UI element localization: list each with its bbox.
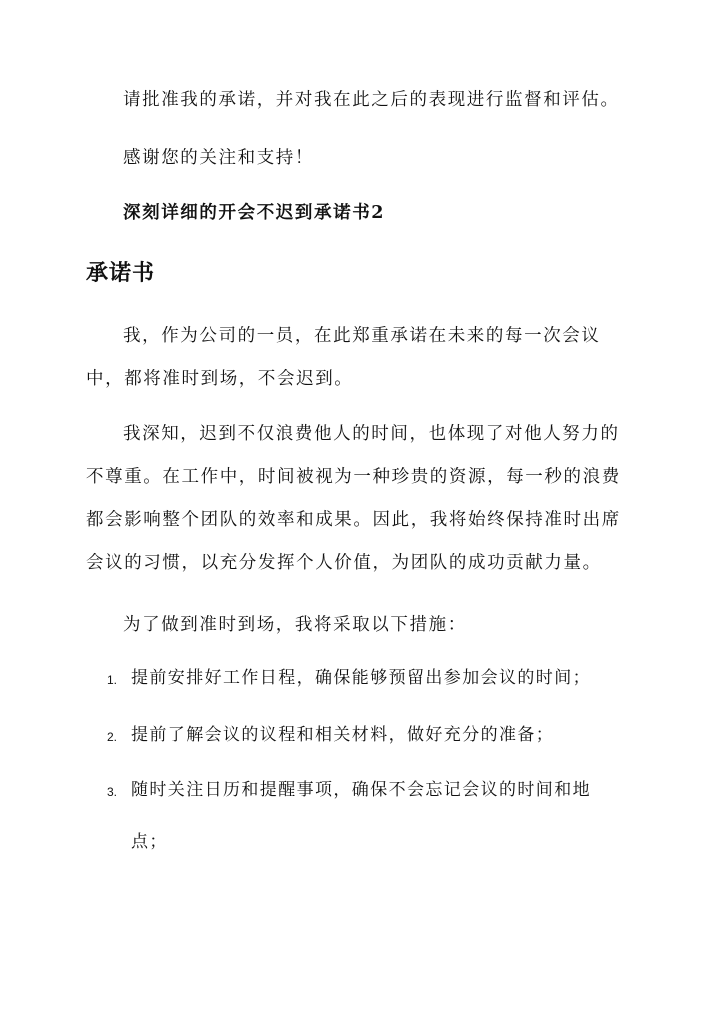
paragraph-measures-intro: 为了做到准时到场，我将采取以下措施： bbox=[123, 615, 467, 635]
list-item bbox=[107, 722, 627, 748]
paragraph-commitment: 我，作为公司的一员，在此郑重承诺在未来的每一次会议中，都将准时到场，不会迟到。 bbox=[86, 326, 601, 389]
list-item-number: 2. bbox=[107, 730, 118, 744]
list-item bbox=[107, 665, 627, 691]
paragraph-approval-request: 请批准我的承诺，并对我在此之后的表现进行监督和评估。 bbox=[123, 90, 620, 110]
paragraph-thanks: 感谢您的关注和支持！ bbox=[123, 148, 314, 168]
section-title: 深刻详细的开会不迟到承诺书2 bbox=[123, 203, 386, 223]
list-item-text: 提前安排好工作日程，确保能够预留出参加会议的时间； bbox=[131, 668, 591, 688]
list-item bbox=[107, 764, 627, 868]
list-item-text: 提前了解会议的议程和相关材料，做好充分的准备； bbox=[131, 725, 555, 745]
list-item-number: 1. bbox=[107, 673, 118, 687]
list-item-number: 3. bbox=[107, 785, 118, 799]
list-item-text: 随时关注日历和提醒事项，确保不会忘记会议的时间和地点； bbox=[131, 780, 591, 852]
paragraph-reasoning: 我深知，迟到不仅浪费他人的时间，也体现了对他人努力的不尊重。在工作中，时间被视为一种珍贵的资源，每一秒的浪费都会影响整个团队的效率和成果。因此，我将始终保持准时出席会议的习惯，以充分发挥个人价值，为团队的成功贡献力量。 bbox=[86, 424, 621, 573]
document-heading: 承诺书 bbox=[86, 260, 156, 286]
